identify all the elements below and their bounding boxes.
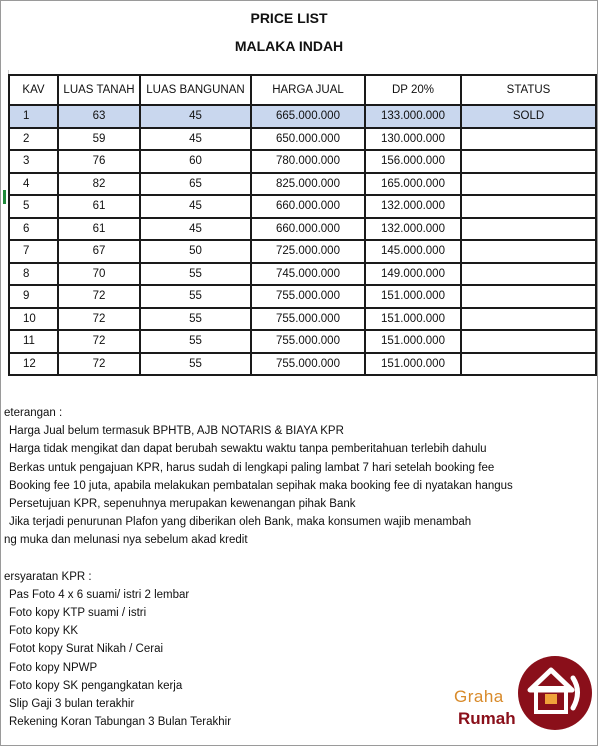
cell-luas-tanah[interactable]: 72 [58, 285, 140, 308]
header-status[interactable]: STATUS [461, 75, 596, 105]
header-luas-bangunan[interactable]: LUAS BANGUNAN [140, 75, 251, 105]
cell-luas-tanah[interactable]: 59 [58, 128, 140, 151]
cell-harga-jual[interactable]: 650.000.000 [251, 128, 365, 151]
note-line: Harga tidak mengikat dan dapat berubah sewaktu waktu tanpa pemberitahuan terlebih dahulu [9, 443, 487, 456]
cell-kav[interactable]: 7 [9, 240, 58, 263]
cell-harga-jual[interactable]: 825.000.000 [251, 173, 365, 196]
cell-dp[interactable]: 132.000.000 [365, 195, 461, 218]
graha-rumah-logo [452, 654, 592, 738]
cell-luas-tanah[interactable]: 70 [58, 263, 140, 286]
cell-kav[interactable]: 12 [9, 353, 58, 376]
cell-luas-tanah[interactable]: 61 [58, 218, 140, 241]
cell-status[interactable] [461, 173, 596, 196]
table-row[interactable] [9, 128, 596, 151]
table-row[interactable] [9, 263, 596, 286]
cell-kav[interactable]: 4 [9, 173, 58, 196]
logo-badge [518, 656, 592, 730]
cell-status[interactable] [461, 263, 596, 286]
requirements-heading: ersyaratan KPR : [4, 570, 92, 583]
cell-dp[interactable]: 165.000.000 [365, 173, 461, 196]
cell-luas-tanah[interactable]: 61 [58, 195, 140, 218]
cell-dp[interactable]: 151.000.000 [365, 330, 461, 353]
cell-harga-jual[interactable]: 745.000.000 [251, 263, 365, 286]
header-dp[interactable]: DP 20% [365, 75, 461, 105]
cell-kav[interactable]: 3 [9, 150, 58, 173]
cell-harga-jual[interactable]: 725.000.000 [251, 240, 365, 263]
page-subtitle: MALAKA INDAH [234, 38, 344, 54]
cell-status[interactable] [461, 285, 596, 308]
cell-luas-tanah[interactable]: 76 [58, 150, 140, 173]
note-line: Berkas untuk pengajuan KPR, harus sudah di lengkapi paling lambat 7 hari setelah booking fee [9, 461, 495, 474]
cell-harga-jual[interactable]: 660.000.000 [251, 218, 365, 241]
requirement-line: Pas Foto 4 x 6 suami/ istri 2 lembar [9, 588, 190, 601]
spacer [4, 550, 513, 568]
cell-kav[interactable]: 5 [9, 195, 58, 218]
cell-luas-bangunan[interactable]: 65 [140, 173, 251, 196]
cell-status[interactable] [461, 195, 596, 218]
cell-luas-bangunan[interactable]: 55 [140, 308, 251, 331]
header-kav[interactable]: KAV [9, 75, 58, 105]
cell-luas-tanah[interactable]: 63 [58, 105, 140, 128]
cell-harga-jual[interactable]: 780.000.000 [251, 150, 365, 173]
cell-status[interactable] [461, 353, 596, 376]
notes-heading: eterangan : [4, 407, 63, 419]
cell-dp[interactable]: 151.000.000 [365, 353, 461, 376]
table-row[interactable] [9, 195, 596, 218]
cell-harga-jual[interactable]: 755.000.000 [251, 353, 365, 376]
cell-harga-jual[interactable]: 755.000.000 [251, 308, 365, 331]
cell-kav[interactable]: 2 [9, 128, 58, 151]
cell-luas-tanah[interactable]: 72 [58, 353, 140, 376]
cell-dp[interactable]: 145.000.000 [365, 240, 461, 263]
house-icon [518, 656, 592, 730]
cell-kav[interactable]: 9 [9, 285, 58, 308]
note-line: Booking fee 10 juta, apabila melakukan pembatalan sepihak maka booking fee di nyatakan hangus [9, 479, 513, 492]
note-line: Harga Jual belum termasuk BPHTB, AJB NOTARIS & BIAYA KPR [9, 425, 344, 438]
cell-harga-jual[interactable]: 755.000.000 [251, 285, 365, 308]
cell-status[interactable] [461, 330, 596, 353]
cell-luas-bangunan[interactable]: 45 [140, 128, 251, 151]
page-title: PRICE LIST [250, 10, 328, 26]
cell-dp[interactable]: 156.000.000 [365, 150, 461, 173]
note-line: Jika terjadi penurunan Plafon yang diberikan oleh Bank, maka konsumen wajib menambah [9, 516, 472, 529]
cell-harga-jual[interactable]: 755.000.000 [251, 330, 365, 353]
table-row[interactable] [9, 105, 596, 128]
cell-luas-bangunan[interactable]: 55 [140, 353, 251, 376]
cell-status[interactable] [461, 128, 596, 151]
requirement-line: Foto kopy KTP suami / istri [9, 607, 147, 620]
cell-dp[interactable]: 149.000.000 [365, 263, 461, 286]
cell-luas-tanah[interactable]: 72 [58, 330, 140, 353]
cell-status[interactable] [461, 308, 596, 331]
requirement-line: Foto kopy KK [9, 625, 79, 638]
cell-luas-tanah[interactable]: 82 [58, 173, 140, 196]
requirement-line: Fotot kopy Surat Nikah / Cerai [9, 643, 164, 656]
cell-luas-bangunan[interactable]: 45 [140, 105, 251, 128]
note-line: ng muka dan melunasi nya sebelum akad kredit [4, 534, 248, 547]
cell-status[interactable] [461, 240, 596, 263]
cell-luas-bangunan[interactable]: 55 [140, 263, 251, 286]
cell-kav[interactable]: 10 [9, 308, 58, 331]
cell-luas-tanah[interactable]: 72 [58, 308, 140, 331]
cell-dp[interactable]: 151.000.000 [365, 285, 461, 308]
requirement-line: Foto kopy NPWP [9, 661, 98, 674]
cell-luas-bangunan[interactable]: 45 [140, 195, 251, 218]
cell-luas-bangunan[interactable]: 45 [140, 218, 251, 241]
header-harga-jual[interactable]: HARGA JUAL [251, 75, 365, 105]
cell-status[interactable]: SOLD [461, 105, 596, 128]
cell-cursor-marker [3, 190, 6, 204]
notes-section [4, 404, 513, 731]
cell-luas-bangunan[interactable]: 55 [140, 330, 251, 353]
cell-luas-bangunan[interactable]: 50 [140, 240, 251, 263]
cell-dp[interactable]: 132.000.000 [365, 218, 461, 241]
cell-status[interactable] [461, 150, 596, 173]
cell-harga-jual[interactable]: 660.000.000 [251, 195, 365, 218]
note-line: Persetujuan KPR, sepenuhnya merupakan kewenangan pihak Bank [9, 498, 356, 511]
table-row[interactable] [9, 285, 596, 308]
price-table [8, 74, 597, 376]
cell-luas-bangunan[interactable]: 55 [140, 285, 251, 308]
table-row[interactable] [9, 240, 596, 263]
table-row[interactable] [9, 218, 596, 241]
cell-kav[interactable]: 6 [9, 218, 58, 241]
cell-luas-bangunan[interactable]: 60 [140, 150, 251, 173]
cell-dp[interactable]: 130.000.000 [365, 128, 461, 151]
cell-kav[interactable]: 11 [9, 330, 58, 353]
logo-word-graha: Graha [454, 687, 504, 706]
logo-word-rumah: Rumah [458, 709, 516, 728]
header-luas-tanah[interactable]: LUAS TANAH [58, 75, 140, 105]
requirement-line: Rekening Koran Tabungan 3 Bulan Terakhir [9, 716, 232, 729]
cell-kav[interactable]: 8 [9, 263, 58, 286]
table-header-row [9, 75, 596, 105]
cell-harga-jual[interactable]: 665.000.000 [251, 105, 365, 128]
cell-dp[interactable]: 133.000.000 [365, 105, 461, 128]
table-row[interactable] [9, 353, 596, 376]
table-row[interactable] [9, 173, 596, 196]
cell-dp[interactable]: 151.000.000 [365, 308, 461, 331]
cell-kav[interactable]: 1 [9, 105, 58, 128]
table-row[interactable] [9, 330, 596, 353]
cell-status[interactable] [461, 218, 596, 241]
requirement-line: Slip Gaji 3 bulan terakhir [9, 698, 135, 711]
requirement-line: Foto kopy SK pengangkatan kerja [9, 679, 183, 692]
table-row[interactable] [9, 150, 596, 173]
table-row[interactable] [9, 308, 596, 331]
cell-luas-tanah[interactable]: 67 [58, 240, 140, 263]
